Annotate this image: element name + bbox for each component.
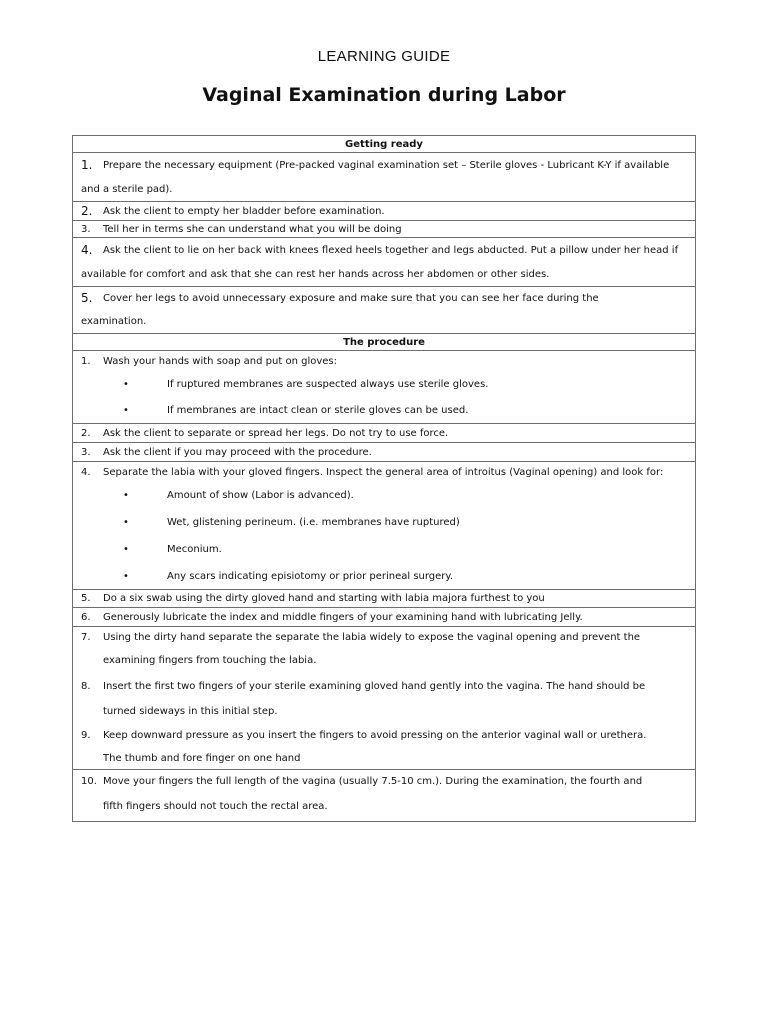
section-heading: The procedure xyxy=(73,334,696,351)
table-row xyxy=(73,238,696,287)
step-text: Generously lubricate the index and middle fingers of your examining hand with lubricating Jelly. xyxy=(103,611,583,623)
checklist-item xyxy=(73,153,696,202)
page-title: Vaginal Examination during Labor xyxy=(202,84,566,106)
step-text-continued: examining fingers from touching the labia. xyxy=(103,655,317,666)
item-number: 4. xyxy=(81,242,93,257)
step-text: Ask the client if you may proceed with the procedure. xyxy=(103,446,372,458)
item-text-continued: examination. xyxy=(81,315,147,327)
step-number: 3. xyxy=(81,446,91,458)
table-row xyxy=(73,202,696,221)
step-number: 10. xyxy=(81,776,97,787)
checklist-item xyxy=(73,202,696,221)
item-text: Tell her in terms she can understand what you will be doing xyxy=(103,223,402,235)
step-number: 2. xyxy=(81,427,91,439)
table-row xyxy=(73,627,696,770)
procedure-step xyxy=(73,462,696,590)
table-row xyxy=(73,443,696,462)
bullet-icon: • xyxy=(123,490,129,501)
item-text-continued: and a sterile pad). xyxy=(81,183,173,195)
item-text: Prepare the necessary equipment (Pre-packed vaginal examination set – Sterile gloves - Lubricant K-Y if available xyxy=(103,159,670,171)
step-number: 5. xyxy=(81,593,91,604)
step-text: Insert the first two fingers of your sterile examining gloved hand gently into the vagina. The hand should be xyxy=(103,680,646,692)
step-text: Do a six swab using the dirty gloved hand and starting with labia majora furthest to you xyxy=(103,593,545,604)
bullet-text: Amount of show (Labor is advanced). xyxy=(167,490,354,501)
item-text: Cover her legs to avoid unnecessary exposure and make sure that you can see her face during the xyxy=(103,292,599,304)
checklist-item xyxy=(73,221,696,238)
table-row xyxy=(73,770,696,822)
step-text-continued: turned sideways in this initial step. xyxy=(103,705,278,717)
bullet-icon: • xyxy=(123,517,129,528)
item-text-continued: available for comfort and ask that she can rest her hands across her abdomen or other sides. xyxy=(81,268,550,280)
table-row xyxy=(73,590,696,608)
table-row xyxy=(73,221,696,238)
bullet-text: Any scars indicating episiotomy or prior perineal surgery. xyxy=(167,570,454,582)
bullet-icon: • xyxy=(123,378,129,390)
step-number: 6. xyxy=(81,611,91,623)
table-row xyxy=(73,351,696,424)
item-text: Ask the client to empty her bladder before examination. xyxy=(103,205,385,217)
checklist-item xyxy=(73,238,696,287)
item-number: 3. xyxy=(81,223,91,235)
step-text: Separate the labia with your gloved fingers. Inspect the general area of introitus (Vaginal opening) and look for: xyxy=(103,466,664,478)
checklist-item xyxy=(73,287,696,334)
step-text: Ask the client to separate or spread her legs. Do not try to use force. xyxy=(103,427,449,439)
procedure-step-group xyxy=(73,627,696,770)
bullet-text: Wet, glistening perineum. (i.e. membranes have ruptured) xyxy=(167,517,460,528)
step-number: 9. xyxy=(81,730,91,741)
step-text: Move your fingers the full length of the vagina (usually 7.5-10 cm.). During the examination, the fourth and xyxy=(103,776,643,787)
step-number: 1. xyxy=(81,355,91,367)
document-header: LEARNING GUIDE xyxy=(317,48,451,65)
procedure-step xyxy=(73,424,696,443)
procedure-step xyxy=(73,590,696,608)
step-text-continued: The thumb and fore finger on one hand xyxy=(103,752,301,764)
procedure-step xyxy=(73,608,696,627)
step-text-continued: fifth fingers should not touch the rectal area. xyxy=(103,801,328,812)
section-header-row xyxy=(73,334,696,351)
table-row xyxy=(73,462,696,590)
step-number: 4. xyxy=(81,466,91,478)
table-row xyxy=(73,424,696,443)
table-row xyxy=(73,287,696,334)
table-row xyxy=(73,608,696,627)
step-number: 8. xyxy=(81,680,91,692)
section-heading: Getting ready xyxy=(73,136,696,153)
table-row xyxy=(73,153,696,202)
step-text: Wash your hands with soap and put on gloves: xyxy=(103,355,337,367)
step-number: 7. xyxy=(81,631,91,643)
bullet-text: Meconium. xyxy=(167,544,222,555)
procedure-step xyxy=(73,770,696,822)
bullet-icon: • xyxy=(123,544,129,555)
bullet-text: If membranes are intact clean or sterile gloves can be used. xyxy=(167,404,469,416)
item-number: 5. xyxy=(81,290,93,305)
procedure-step xyxy=(73,443,696,462)
step-text: Keep downward pressure as you insert the fingers to avoid pressing on the anterior vaginal wall or urethera. xyxy=(103,730,647,741)
bullet-icon: • xyxy=(123,404,129,416)
section-header-row xyxy=(73,136,696,153)
bullet-icon: • xyxy=(123,570,129,582)
procedure-step xyxy=(73,351,696,424)
item-number: 1. xyxy=(81,157,93,172)
item-number: 2. xyxy=(81,203,93,218)
learning-guide-table xyxy=(72,135,696,822)
step-text: Using the dirty hand separate the separate the labia widely to expose the vaginal opening and prevent the xyxy=(103,631,641,643)
bullet-text: If ruptured membranes are suspected always use sterile gloves. xyxy=(167,378,489,390)
item-text: Ask the client to lie on her back with knees flexed heels together and legs abducted. Put a pillow under her head if xyxy=(103,244,679,256)
